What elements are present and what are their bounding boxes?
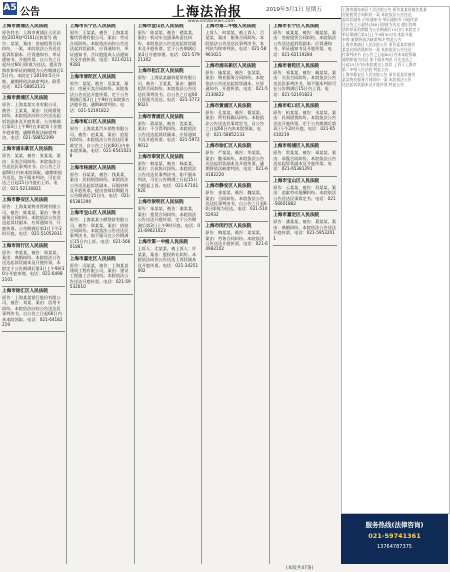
notice-court-title: 上海市黄浦区人民法院 [205, 104, 252, 110]
sidebar-line: 状和举证的期限为公告期满后15日内 本院定于 [342, 27, 421, 32]
notice-body: 原告：潘某某，被告：葛某某，案由：离婚纠纷。本院依法公告送达开庭传票。电话：021-59532011 [273, 219, 337, 241]
notice-body: 原告：窦某某，被告：章某某，案由：承揽合同纠纷。本院依法公告送达起诉状副本及开庭传票。电话：021-65381291 [273, 150, 337, 172]
notice-divider [138, 277, 201, 278]
notice-divider [273, 141, 337, 142]
notice-item [2, 198, 65, 236]
notice-court-title: 上海市崇明区人民法院 [137, 200, 184, 206]
notice-item [205, 224, 268, 252]
notice-body: 原告：金某某，被告：魏某某，案由：合同纠纷。本院依法公告送达民事判决书，自公告之日起60日即视为送达。电话：021-51052932 [205, 190, 268, 217]
masthead-logo: 上海法治报 [172, 5, 243, 20]
notice-item [205, 64, 268, 97]
notice-court-title: 上海市奉贤区人民法院 [137, 154, 184, 160]
notice-item [2, 147, 65, 191]
sidebar-line: 上海市黄浦区人民法院公告 原告某某诉被告 [342, 42, 416, 47]
notice-item [138, 24, 201, 62]
advert-title: 服务热线(法律咨询) [365, 521, 424, 529]
notice-divider [2, 241, 65, 242]
notice-body: 原告：戚某某，被告：谢某某，案由：房屋租赁合同纠纷。本院依法公告送达起诉状副本、应诉通知书、举证通知书及开庭传票。电话：021-62119284 [273, 30, 337, 57]
notice-court-title: 上海市长宁区人民法院 [273, 24, 320, 29]
notice-body: 原告：柏某某，被告：水某某，案由：民间借贷纠纷。本院依法公告送达开庭传票，定于公告期满后第3日下午2时开庭。电话：021-65410219 [273, 110, 337, 137]
notice-column [138, 24, 203, 564]
notice-body: 上诉人：何某某，被上诉人：吕某某，案由：服务合同纠纷。本院依法公告送达民事判决书，本判决为终审判决。电话：021-58961021 [205, 30, 267, 57]
sidebar-line: 某某物业服务合同纠纷一案 本院依法公告 [342, 77, 412, 82]
notice-body: 原告姓名：上海市黄浦区人民法院(2019)沪0101民初第号 被告：某某，案由：房屋租赁合同纠纷，一案，本院依法公告送达起诉状副本、应诉通知书、举证通知书、开庭传票。自公告之日起经过60日即视为送达。提出答辩状和举证的期限为公告期满后15日内。本院定于2019年5月开庭。逾期将依法缺席判决。联系电话：021-58852131 [2, 30, 64, 90]
notice-body: 原告：李某某，被告：周某某，案由：离婚纠纷。本院依法公告送达起诉状副本及开庭传票，本院定于公告期满后第3日上午9时30分开庭审理。电话：021-64982101 [2, 249, 65, 282]
notice-body: 原告：上海某某银行股份有限公司，被告：刘某，案由：信用卡纠纷。本院依法向你公告送达民事判决书，自公告之日起60日内来本院领取。电话：021-64182219 [2, 295, 63, 328]
notice-column [205, 24, 270, 564]
notice-court-title: 上海市静安区人民法院 [205, 184, 252, 190]
notice-body: 原告：蒋某某，被告：沈某某，案由：不当得利纠纷。本院依法公告送达起诉状副本、应诉通知书及开庭传票。电话：021-59729012 [137, 120, 200, 148]
notice-body: 原告：某某，被告：张某某，案由：买卖合同纠纷。本院依法公告送达民事判决书。自公告之日起60日内来本院领取，逾期即视为送达。如不服本判决，可在送达之日起15日内提出上诉。电话：021-52130821 [2, 153, 62, 191]
section-title: 公告 [20, 7, 40, 18]
notice-divider [205, 101, 268, 102]
notice-court-title: 上海市徐汇区人民法院 [205, 144, 252, 150]
notice-court-title: 上海市虹口区人民法院 [69, 120, 116, 126]
notice-court-title: 上海市杨浦区人民法院 [69, 165, 116, 171]
notice-court-title: 上海市普陀区人民法院 [273, 64, 320, 70]
notice-divider [70, 208, 133, 209]
notice-body: 原告：孔某某，被告：曹某某，案由：所有权确认纠纷。本院依法公告送达民事裁定书，自公告之日起60日内来本院领取。电话：021-58852133 [205, 110, 265, 137]
notice-body: 原告：陶某某，被告：姜某某，案由：劳务合同纠纷。本院依法公告送达开庭传票。电话：021-64982102 [205, 230, 268, 252]
notice-court-title: 上海市黄浦区人民法院 [2, 96, 48, 102]
notice-columns [2, 24, 338, 564]
notice-court-title: 上海市第二中级人民法院 [205, 24, 256, 29]
page-footer: (本版共47条) [286, 566, 314, 571]
notice-item [205, 144, 268, 177]
sidebar-line: 第二中级人民法院 特此公告 [342, 67, 389, 72]
sidebar-line: 举证期满后第3日上午9时30分在本院开庭 [342, 32, 413, 37]
notice-court-title: 上海市浦东新区人民法院 [2, 147, 53, 153]
notice-court-title: 上海市嘉定区人民法院 [273, 213, 320, 219]
notice-divider [205, 141, 268, 142]
notice-court-title: 上海市长宁区人民法院 [69, 24, 116, 29]
notice-body: 原告：陈某某，被告：褚某某，案由：机动车交通事故责任纠纷。本院依法公告送达起诉状副本及开庭传票，定于公告期满后第3日开庭审理。电话：021-57921302 [137, 30, 200, 63]
advert-mobile: 13764787375 [377, 544, 412, 550]
notice-divider [138, 197, 201, 198]
notice-divider [138, 66, 201, 67]
notice-item [138, 115, 201, 148]
notice-item [273, 144, 337, 172]
website-line: www.shfzbnews.com [188, 19, 235, 24]
notice-divider [205, 181, 268, 182]
notice-court-title: 上海市宝山区人民法院 [273, 178, 320, 184]
notice-body: 原告：上海某某实业有限公司，被告：王某某，案由：民间借贷纠纷。本院依法向你公告送达起诉状副本及开庭传票。公告期满后第3日上午9时在本院第十法庭开庭审理，逾期将依法缺席判决。电话：021-58852199 [2, 102, 62, 140]
notice-divider [138, 112, 201, 113]
notice-item [205, 184, 268, 217]
advert-phone: 021-59741361 [368, 532, 421, 540]
notice-item [2, 24, 65, 89]
notice-body: 上诉人：尤某某，被上诉人：许某某，案由：股权转让纠纷。本院依法向你公告送达上诉状副本及开庭传票。电话：021-34251092 [137, 246, 199, 273]
notice-divider [205, 61, 268, 62]
notice-body: 原告：冯某某，被告：上海某某建筑工程有限公司，案由：建设工程施工合同纠纷。本院依法公告送达开庭传票。电话：021-59532010 [69, 262, 131, 290]
notice-item [70, 257, 133, 290]
date-line: 2019年3月1日 星期五 [266, 7, 322, 13]
notice-body: 原告：邹某某，被告：喻某某，案由：买卖合同纠纷。本院依法公告送达民事判决书，如不服本判决可在公告期满后15日内上诉。电话：021-52191823 [273, 70, 337, 97]
notice-item [70, 120, 133, 158]
notice-divider [2, 144, 65, 145]
notice-item [273, 104, 337, 137]
notice-divider [273, 101, 337, 102]
notice-column [273, 24, 338, 564]
notice-item [205, 104, 268, 137]
notice-divider [70, 72, 133, 73]
notice-court-title: 上海市虹口区人民法院 [273, 104, 320, 110]
notice-item [70, 24, 133, 68]
notice-divider [273, 176, 337, 177]
notice-item [273, 24, 337, 57]
notice-court-title: 上海市徐汇区人民法院 [2, 289, 48, 295]
notice-divider [205, 256, 268, 257]
notice-body: 原告：云某某，被告：苏某某，案由：追索劳动报酬纠纷。本院依法公告送达民事裁定书。电话：021-56601882 [273, 184, 337, 206]
notice-item [70, 166, 133, 204]
sidebar-line: 起诉状副本 应诉通知书 举证通知书 开庭传票 [342, 17, 418, 22]
notice-court-title: 上海市宝山区人民法院 [69, 211, 116, 217]
notice-body: 原告：朱某某，被告：秦某某，案由：租赁合同纠纷。本院依法公告送达开庭传票，定于公告期满后第3日上午9时开庭。电话：021-69621023 [137, 206, 201, 233]
page-number-badge: A5 [3, 3, 17, 13]
notice-item [138, 200, 201, 233]
notice-item [70, 75, 133, 113]
notice-body: 原告：严某某，被告：华某某，案由：继承纠纷。本院依法公告送达起诉状副本及开庭传票，逾期将依法缺席判决。电话：021-64182220 [205, 150, 268, 177]
notice-divider [2, 93, 65, 94]
notice-item [2, 244, 65, 282]
notice-court-title: 上海市第一中级人民法院 [137, 240, 189, 246]
sidebar-line: 送达起诉状副本及开庭传票 特此公告 [342, 82, 404, 87]
notice-body: 原告：上海某某融资租赁有限公司，被告：卫某某，案由：融资租赁合同纠纷。本院依法公告送达民事判决书，自公告之日起60日即视为送达。电话：021-37736021 [137, 75, 200, 108]
notice-item [273, 64, 337, 97]
notice-divider [2, 286, 65, 287]
notice-court-title: 上海市闵行区人民法院 [2, 243, 48, 249]
sidebar-line: 民事判决书 自公告之日起60日内来本院领取 [342, 52, 417, 57]
notice-body: 原告：上海某某汽车销售有限公司，被告：赵某某，案由：追偿权纠纷。本院依法公告送达民事裁定书，自公告之日起60日内来本院领取。电话：021-65410218 [69, 126, 132, 159]
notice-court-title: 上海市浦东新区人民法院 [205, 64, 256, 70]
sidebar-line: 审理 逾期将依法缺席判决 特此公告 [342, 37, 402, 42]
notice-court-title: 上海市嘉定区人民法院 [69, 256, 116, 262]
notice-item [273, 213, 337, 241]
sidebar-line: 房屋租赁合同纠纷一案 本院依法公告送达 [342, 12, 412, 17]
notice-divider [273, 210, 337, 211]
notice-court-title: 上海市静安区人民法院 [2, 198, 48, 204]
notice-divider [70, 163, 133, 164]
notice-divider [138, 237, 201, 238]
notice-item [138, 155, 201, 193]
notice-body: 原告：上海某某物业管理有限公司，被告：陈某某，案由：物业服务合同纠纷。本院依法公告送达起诉状副本、应诉通知书、开庭传票。公告期满后第3日下午2时开庭。电话：021-51052931 [2, 204, 63, 237]
notice-court-title: 上海市普陀区人民法院 [69, 74, 116, 80]
sidebar-notices [341, 6, 450, 514]
notice-item [273, 179, 337, 207]
notice-body: 原告：韩某某，被告：杨某某，案由：合伙协议纠纷。本院依法公告送达民事判决书，如不服本判决，可在公告期满之日起15日内提起上诉。电话：021-67101920 [137, 160, 199, 193]
sidebar-line: 上海市静安区人民法院公告 原告某某诉被告 [342, 72, 416, 77]
notice-item [205, 24, 268, 57]
notice-body: 原告：王某某，被告：上海某某餐饮管理有限公司，案由：劳动合同纠纷。本院依法向你公告送达起诉状副本、应诉通知书、举证通知书、合议庭组成人员通知书及开庭传票。电话：021-62119283 [69, 30, 132, 68]
notice-court-title: 上海市杨浦区人民法院 [273, 144, 320, 150]
notice-court-title: 上海市闵行区人民法院 [205, 224, 252, 230]
notice-body: 原告：孙某某，被告：钱某某，案由：民间借贷纠纷。本院依法公告送达起诉状副本、证据材料及开庭传票。提出答辩状期限为公告期满后15日内。电话：021-65381290 [69, 171, 131, 204]
notice-divider [2, 195, 65, 196]
notice-court-title: 上海市金山区人民法院 [137, 24, 184, 29]
notice-item [70, 211, 133, 249]
notice-divider [273, 245, 337, 246]
sidebar-line: 自公告之日起经过60日即视为送达 提出答辩 [342, 22, 417, 27]
notice-body: 原告：上海某某小额贷款有限公司，被告：郑某某，案由：借款合同纠纷。本院依法公告送达民事判决书，如不服可在公告期满后15日内上诉。电话：021-56601881 [69, 217, 131, 250]
notice-court-title: 上海市松江区人民法院 [137, 69, 184, 75]
notice-divider [70, 254, 133, 255]
sidebar-line: 日起15日内向本院递交上诉状 上诉于上海市 [342, 62, 417, 67]
sidebar-line: 上海市浦东新区人民法院公告 原告某某诉被告某某 [342, 7, 427, 12]
notice-court-title: 上海市黄浦区人民法院 [2, 24, 48, 29]
notice-column [70, 24, 135, 564]
notice-body: 原告：某某，被告：吴某某，案由：房屋买卖合同纠纷。本院依法公告送达开庭传票，定于公告期满后第3日上午9时在本院第五法庭开庭。逾期缺席判决。电话：021-52191822 [69, 80, 130, 113]
notice-divider [2, 331, 65, 332]
notice-body: 原告：施某某，被告：张某某，案由：物业服务合同纠纷。本院依法公告送达起诉状副本、应诉通知书、开庭传票。电话：021-52130822 [205, 70, 268, 97]
notice-item [138, 240, 201, 273]
notice-divider [273, 61, 337, 62]
notice-court-title: 上海市青浦区人民法院 [137, 114, 184, 120]
notice-item [138, 69, 201, 107]
notice-item [2, 289, 65, 327]
sidebar-line: 逾期即视为送达 如不服本判决 可在送达之 [342, 57, 413, 62]
notice-divider [205, 221, 268, 222]
notice-divider [138, 152, 201, 153]
notice-column [2, 24, 67, 564]
sidebar-line: 某某民间借贷纠纷一案 本院依法公告送达 [342, 47, 412, 52]
advert-box [341, 514, 448, 564]
notice-item [2, 96, 65, 140]
notice-divider [70, 117, 133, 118]
notice-divider [70, 294, 133, 295]
